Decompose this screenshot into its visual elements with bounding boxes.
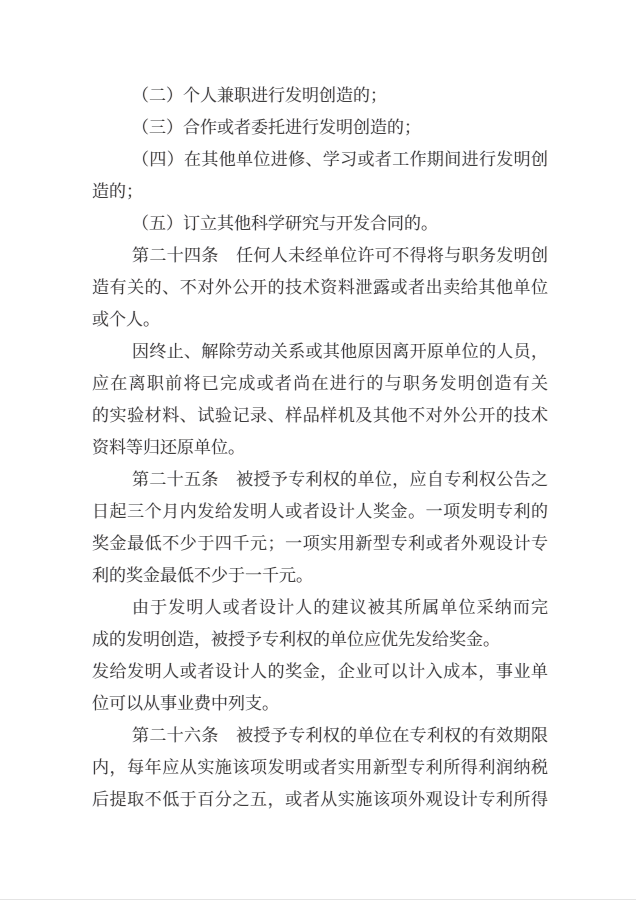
document-line: 成的发明创造，被授予专利权的单位应优先发给奖金。 (92, 630, 500, 649)
document-line: 的实验材料、试验记录、样品样机及其他不对外公开的技术 (92, 406, 548, 425)
document-line: （五）订立其他科学研究与开发合同的。 (132, 214, 438, 233)
document-line: 造的； (92, 182, 143, 201)
document-line: 资料等归还原单位。 (92, 438, 245, 457)
document-line: 日起三个月内发给发明人或者设计人奖金。一项发明专利的 (92, 502, 548, 521)
document-line: 由于发明人或者设计人的建议被其所属单位采纳而完 (132, 598, 548, 617)
document-line: 发给发明人或者设计人的奖金，企业可以计入成本，事业单 (92, 662, 548, 681)
document-line: 或个人。 (92, 310, 160, 329)
document-line: 内，每年应从实施该项发明或者实用新型专利所得利润纳税 (92, 758, 548, 777)
document-line: 位可以从事业费中列支。 (92, 694, 279, 713)
document-line: 第二十五条 被授予专利权的单位，应自专利权公告之 (132, 470, 548, 489)
document-line: 第二十四条 任何人未经单位许可不得将与职务发明创 (132, 246, 548, 265)
document-line: 后提取不低于百分之五，或者从实施该项外观设计专利所得 (92, 790, 548, 809)
document-line: 因终止、解除劳动关系或其他原因离开原单位的人员， (132, 342, 548, 361)
document-line: 应在离职前将已完成或者尚在进行的与职务发明创造有关 (92, 374, 548, 393)
document-line: （四）在其他单位进修、学习或者工作期间进行发明创 (132, 150, 548, 169)
document-line: 造有关的、不对外公开的技术资料泄露或者出卖给其他单位 (92, 278, 548, 297)
document-line: （三）合作或者委托进行发明创造的； (132, 118, 421, 137)
document-line: 利的奖金最低不少于一千元。 (92, 566, 313, 585)
document-text-block (92, 80, 548, 816)
document-line: （二）个人兼职进行发明创造的； (132, 86, 387, 105)
document-line: 第二十六条 被授予专利权的单位在专利权的有效期限 (132, 726, 548, 745)
document-line: 奖金最低不少于四千元；一项实用新型专利或者外观设计专 (92, 534, 548, 553)
